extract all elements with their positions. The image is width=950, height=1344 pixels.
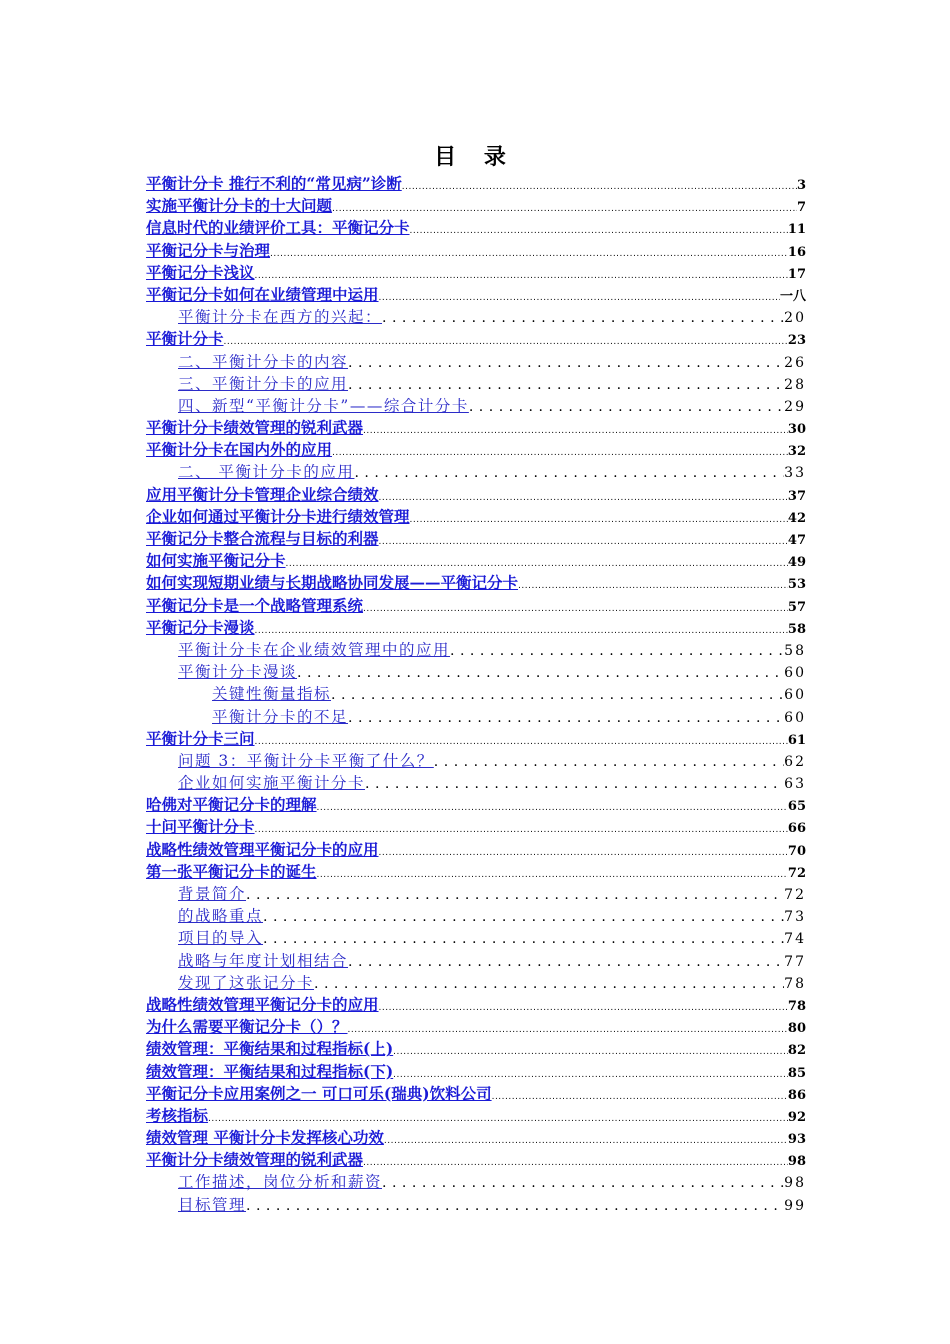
toc-entry	[146, 1015, 806, 1037]
toc-entry-link[interactable]: 二、平衡计分卡的内容	[178, 352, 349, 371]
toc-entry-link[interactable]: 第一张平衡记分卡的诞生	[146, 861, 317, 881]
dot-leader	[379, 848, 788, 858]
toc-page-number: 66	[787, 821, 806, 837]
toc-entry-link[interactable]: 绩效管理：平衡结果和过程指标(下)	[146, 1061, 394, 1081]
dot-leader	[348, 710, 784, 726]
dot-leader	[382, 310, 784, 326]
toc-entry	[146, 372, 806, 394]
dot-leader	[434, 754, 784, 770]
dot-leader	[255, 737, 788, 747]
toc-entry	[146, 1104, 806, 1126]
toc-entry-link[interactable]: 平衡计分卡的不足	[212, 707, 349, 726]
toc-entry-link[interactable]: 平衡记分卡如何在业绩管理中运用	[146, 284, 379, 304]
dot-leader	[379, 293, 780, 303]
dot-leader	[363, 604, 788, 614]
toc-page-number: 80	[787, 1021, 806, 1037]
toc-entry-link[interactable]: 平衡记分卡浅议	[146, 262, 255, 282]
dot-leader	[332, 204, 797, 214]
toc-entry-link[interactable]: 应用平衡计分卡管理企业综合绩效	[146, 484, 379, 504]
toc-entry	[146, 594, 806, 616]
toc-entry	[146, 327, 806, 349]
dot-leader	[348, 355, 784, 371]
toc-page-number: 60	[784, 709, 806, 726]
toc-entry-link[interactable]: 平衡记分卡漫谈	[146, 617, 255, 637]
dot-leader	[469, 399, 784, 415]
toc-entry-link[interactable]: 项目的导入	[178, 929, 264, 948]
toc-entry-link[interactable]: 的战略重点	[178, 907, 264, 926]
toc-entry	[146, 793, 806, 815]
toc-entry-link[interactable]: 平衡计分卡	[146, 329, 224, 349]
toc-entry	[146, 1148, 806, 1170]
dot-leader	[255, 825, 788, 835]
toc-entry-link[interactable]: 十问平衡计分卡	[146, 817, 255, 837]
toc-entry	[146, 638, 806, 660]
toc-page-number: 58	[787, 621, 806, 637]
toc-page-number: 60	[784, 687, 806, 704]
toc-page-number: 98	[784, 1175, 806, 1192]
toc-entry	[146, 616, 806, 638]
toc-page-number: 86	[787, 1087, 806, 1103]
dot-leader	[384, 1136, 788, 1146]
toc-page-number: 一八	[779, 288, 806, 304]
toc-entry	[146, 1193, 806, 1215]
toc-entry	[146, 882, 806, 904]
toc-entry-link[interactable]: 实施平衡计分卡的十大问题	[146, 196, 333, 216]
toc-page-number: 37	[787, 488, 806, 504]
toc-entry	[146, 904, 806, 926]
toc-entry-link[interactable]: 平衡记分卡是一个战略管理系统	[146, 595, 364, 615]
toc-entry-link[interactable]: 平衡计分卡在西方的兴起：	[178, 308, 383, 327]
toc-entry	[146, 815, 806, 837]
dot-leader	[263, 909, 784, 925]
toc-entry-link[interactable]: 企业如何通过平衡计分卡进行绩效管理	[146, 506, 410, 526]
dot-leader	[518, 581, 788, 591]
toc-page-number: 72	[784, 887, 806, 903]
dot-leader	[348, 954, 784, 970]
dot-leader	[450, 643, 784, 659]
toc-page-number: 23	[787, 333, 806, 349]
toc-entry-link[interactable]: 如何实施平衡记分卡	[146, 551, 286, 571]
toc-page-number: 11	[787, 222, 806, 238]
dot-leader	[332, 448, 788, 458]
toc-entry	[146, 239, 806, 261]
dot-leader	[348, 377, 784, 393]
toc-entry	[146, 172, 806, 194]
table-of-contents	[146, 172, 806, 1215]
dot-leader	[286, 559, 788, 569]
toc-entry	[146, 438, 806, 460]
toc-entry	[146, 261, 806, 283]
dot-leader	[379, 537, 788, 547]
toc-page-number: 82	[787, 1043, 806, 1059]
toc-entry	[146, 283, 806, 305]
dot-leader	[410, 226, 788, 236]
dot-leader	[354, 465, 784, 481]
toc-entry-link[interactable]: 关键性衡量指标	[212, 685, 332, 704]
toc-entry-link[interactable]: 平衡计分卡 推行不利的“常见病”诊断	[146, 174, 402, 193]
toc-entry-link[interactable]: 战略性绩效管理平衡记分卡的应用	[146, 994, 379, 1014]
toc-entry	[146, 505, 806, 527]
toc-entry-link[interactable]: 四、新型“平衡计分卡”——综合计分卡	[178, 396, 469, 415]
toc-page-number: 58	[784, 642, 806, 659]
dot-leader	[208, 1114, 788, 1124]
toc-page-number: 3	[796, 178, 806, 193]
toc-page-number: 74	[784, 931, 806, 948]
toc-entry-link[interactable]: 战略性绩效管理平衡记分卡的应用	[146, 839, 379, 859]
dot-leader	[255, 271, 788, 281]
toc-entry	[146, 860, 806, 882]
toc-entry	[146, 549, 806, 571]
dot-leader	[317, 870, 788, 880]
toc-page-number: 72	[787, 865, 806, 881]
dot-leader	[348, 1025, 788, 1035]
toc-entry	[146, 305, 806, 327]
dot-leader	[263, 931, 784, 947]
dot-leader	[382, 1175, 784, 1191]
toc-entry-link[interactable]: 二、 平衡计分卡的应用	[178, 463, 355, 482]
toc-page-number: 20	[784, 310, 806, 327]
toc-page-number: 53	[787, 577, 806, 593]
toc-page-number: 65	[787, 799, 806, 815]
toc-entry-link[interactable]: 问题 3：平衡计分卡平衡了什么？	[178, 751, 434, 770]
toc-page-number: 62	[784, 753, 806, 770]
toc-entry	[146, 1082, 806, 1104]
toc-page-number: 17	[787, 266, 806, 282]
toc-page-number: 7	[796, 200, 806, 216]
toc-entry	[146, 460, 806, 482]
toc-entry	[146, 660, 806, 682]
toc-entry	[146, 971, 806, 993]
toc-entry-link[interactable]: 信息时代的业绩评价工具：平衡记分卡	[146, 218, 410, 238]
toc-page-number: 99	[784, 1197, 806, 1214]
toc-entry	[146, 727, 806, 749]
toc-entry-link[interactable]: 绩效管理 平衡计分卡发挥核心功效	[146, 1128, 384, 1148]
toc-page-number: 61	[787, 732, 806, 748]
toc-entry-link[interactable]: 哈佛对平衡记分卡的理解	[146, 795, 317, 815]
toc-page-number: 78	[784, 975, 806, 992]
toc-page-number: 63	[784, 776, 806, 793]
toc-entry	[146, 527, 806, 549]
toc-entry	[146, 216, 806, 238]
toc-page-number: 28	[784, 376, 806, 393]
dot-leader	[379, 1003, 788, 1013]
toc-title: 目 录	[434, 144, 516, 170]
toc-entry	[146, 416, 806, 438]
toc-entry-link[interactable]: 考核指标	[146, 1105, 209, 1125]
toc-page-number: 77	[784, 953, 806, 970]
dot-leader	[246, 1198, 784, 1214]
dot-leader	[314, 976, 784, 992]
toc-entry	[146, 571, 806, 593]
toc-entry	[146, 1126, 806, 1148]
toc-entry-link[interactable]: 企业如何实施平衡计分卡	[178, 774, 366, 793]
toc-page-number: 60	[784, 665, 806, 682]
toc-page-number: 85	[787, 1065, 806, 1081]
toc-page-number: 78	[787, 998, 806, 1014]
toc-page-number: 33	[784, 465, 806, 482]
toc-page-number: 32	[787, 444, 806, 460]
dot-leader	[317, 803, 788, 813]
toc-page-number: 47	[787, 533, 806, 548]
toc-entry-link[interactable]: 如何实现短期业绩与长期战略协同发展——平衡记分卡	[146, 573, 519, 593]
dot-leader	[246, 887, 784, 903]
toc-entry-link[interactable]: 平衡计分卡绩效管理的锐利武器	[146, 418, 364, 438]
dot-leader	[297, 665, 784, 681]
toc-entry-link[interactable]: 目标管理	[178, 1195, 247, 1214]
toc-entry	[146, 771, 806, 793]
dot-leader	[270, 249, 788, 259]
dot-leader	[331, 687, 784, 703]
toc-entry-link[interactable]: 平衡计分卡在企业绩效管理中的应用	[178, 640, 451, 659]
dot-leader	[365, 776, 784, 792]
toc-entry	[146, 749, 806, 771]
toc-entry	[146, 194, 806, 216]
toc-entry-link[interactable]: 平衡记分卡整合流程与目标的利器	[146, 529, 379, 548]
toc-page-number: 70	[787, 843, 806, 859]
toc-entry	[146, 926, 806, 948]
dot-leader	[379, 493, 788, 503]
toc-entry-link[interactable]: 三、平衡计分卡的应用	[178, 374, 349, 393]
toc-entry-link[interactable]: 战略与年度计划相结合	[178, 951, 349, 970]
dot-leader	[402, 182, 797, 192]
toc-page-number: 26	[784, 354, 806, 371]
dot-leader	[363, 426, 788, 436]
toc-entry	[146, 1060, 806, 1082]
toc-entry-link[interactable]: 为什么需要平衡记分卡（）？	[146, 1017, 348, 1037]
dot-leader	[363, 1158, 788, 1168]
toc-entry	[146, 350, 806, 372]
toc-page-number: 49	[787, 555, 806, 571]
toc-entry-link[interactable]: 平衡记分卡应用案例之一 可口可乐(瑞典)饮料公司	[146, 1083, 492, 1103]
toc-entry-link[interactable]: 工作描述，岗位分析和薪资	[178, 1173, 383, 1192]
dot-leader	[492, 1092, 788, 1102]
toc-entry	[146, 483, 806, 505]
toc-page-number: 92	[787, 1109, 806, 1125]
toc-entry	[146, 1037, 806, 1059]
toc-entry	[146, 1170, 806, 1192]
toc-page-number: 57	[787, 599, 806, 615]
dot-leader	[410, 515, 788, 525]
toc-entry-link[interactable]: 平衡计分卡三问	[146, 728, 255, 748]
toc-entry-link[interactable]: 背景简介	[178, 885, 247, 903]
toc-page-number: 93	[787, 1132, 806, 1148]
toc-entry-link[interactable]: 平衡计分卡在国内外的应用	[146, 440, 333, 460]
toc-page-number: 98	[787, 1154, 806, 1170]
toc-page-number: 16	[787, 244, 806, 260]
toc-entry	[146, 993, 806, 1015]
toc-page-number: 42	[787, 510, 806, 526]
toc-entry	[146, 394, 806, 416]
toc-page-number: 73	[784, 909, 806, 926]
dot-leader	[393, 1070, 788, 1080]
toc-entry	[146, 705, 806, 727]
dot-leader	[255, 626, 788, 636]
toc-entry-link[interactable]: 平衡记分卡与治理	[146, 240, 271, 260]
toc-entry-link[interactable]: 绩效管理：平衡结果和过程指标(上)	[146, 1039, 394, 1059]
dot-leader	[224, 337, 788, 347]
toc-page-number: 29	[784, 398, 806, 415]
toc-entry	[146, 838, 806, 860]
toc-entry-link[interactable]: 平衡计分卡绩效管理的锐利武器	[146, 1150, 364, 1170]
toc-entry	[146, 949, 806, 971]
toc-entry-link[interactable]: 平衡计分卡漫谈	[178, 663, 298, 682]
toc-entry-link[interactable]: 发现了这张记分卡	[178, 973, 315, 992]
toc-entry	[146, 682, 806, 704]
dot-leader	[393, 1047, 788, 1057]
toc-page-number: 30	[787, 422, 806, 438]
